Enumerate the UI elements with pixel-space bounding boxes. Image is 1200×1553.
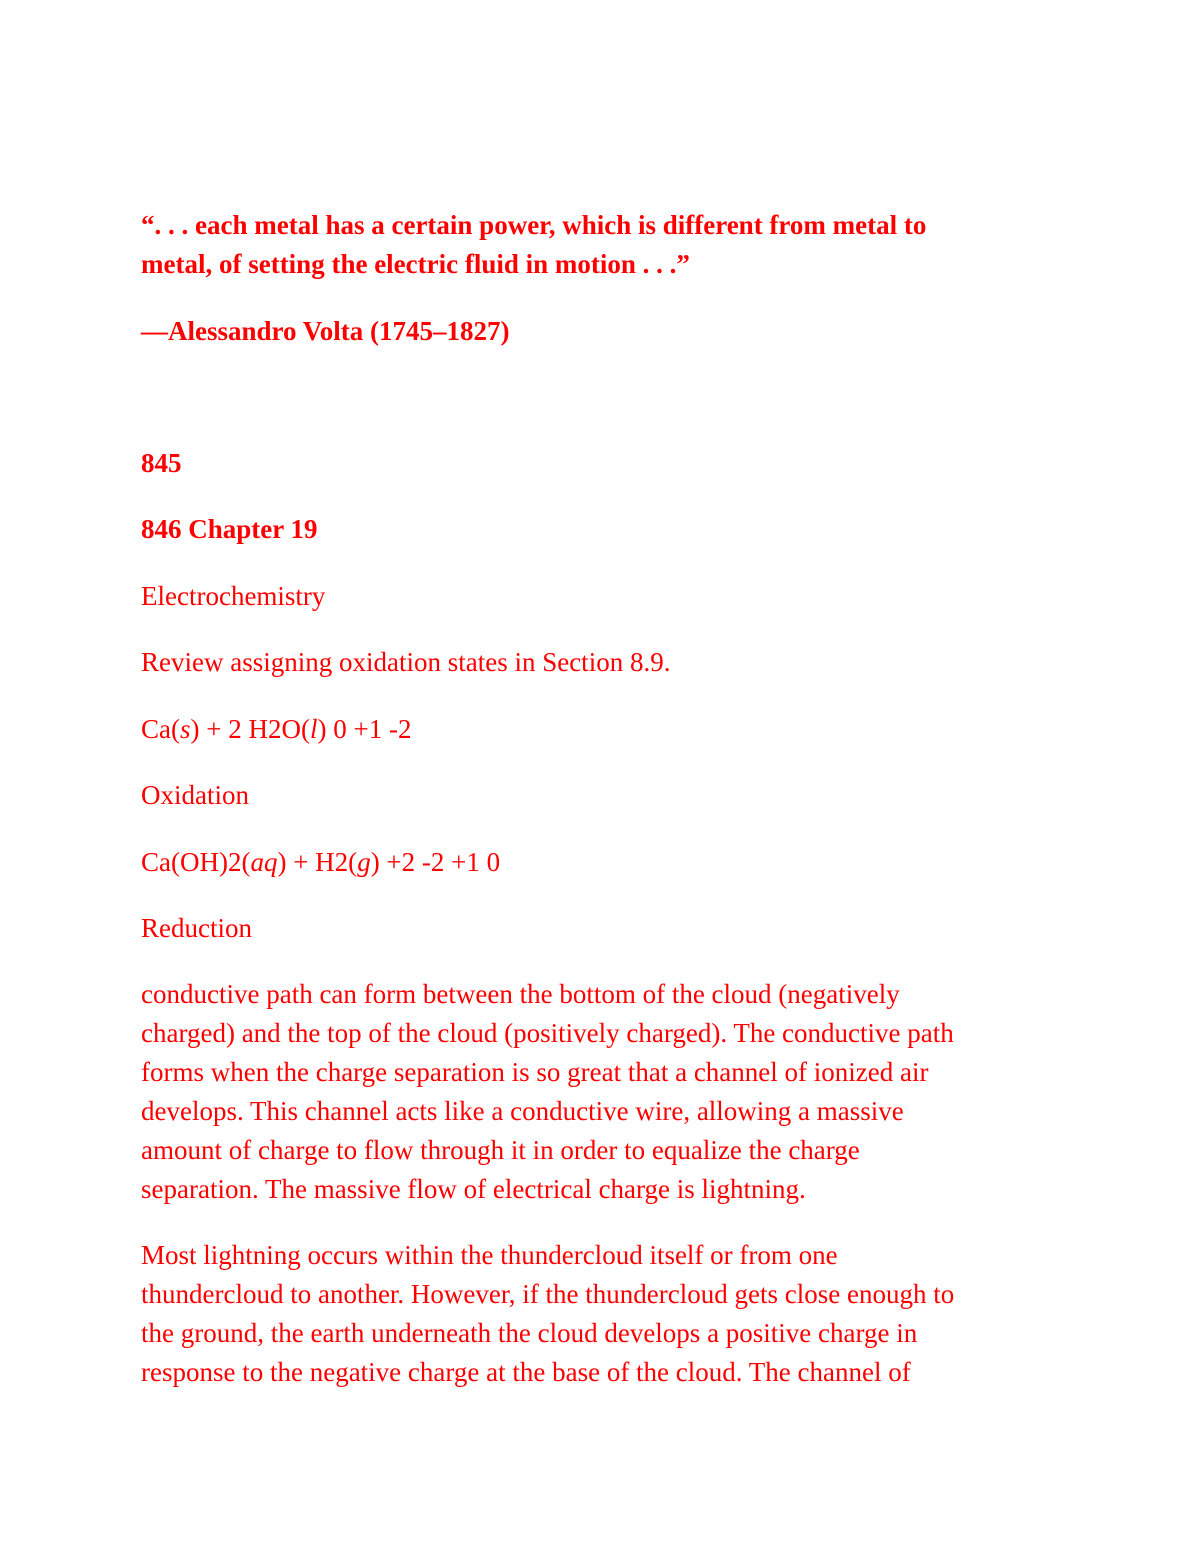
label-oxidation: Oxidation [141, 780, 249, 810]
paragraph-line: the ground, the earth underneath the cloud develops a positive charge in [141, 1318, 918, 1348]
products-equation [141, 842, 500, 882]
paragraph-line: amount of charge to flow through it in order to equalize the charge [141, 1135, 860, 1165]
reactant-ca: Ca( [141, 714, 180, 744]
paragraph-line: charged) and the top of the cloud (positively charged). The conductive path [141, 1018, 954, 1048]
paragraph-line: develops. This channel acts like a conductive wire, allowing a massive [141, 1096, 904, 1126]
reactant-water-state: l [309, 714, 318, 744]
label-reduction: Reduction [141, 913, 252, 943]
product-mid: ) + H2( [277, 847, 358, 877]
product-caoh: Ca(OH)2( [141, 847, 251, 877]
review-note: Review assigning oxidation states in Section 8.9. [141, 647, 671, 677]
chapter-header: 846 Chapter 19 [141, 514, 318, 544]
reactant-mid: ) + 2 H2O( [190, 714, 310, 744]
paragraph-line: conductive path can form between the bottom of the cloud (negatively [141, 979, 900, 1009]
quote-line-2: metal, of setting the electric fluid in motion . . .” [141, 249, 690, 279]
paragraph-thundercloud [141, 1236, 1041, 1392]
paragraph-line: forms when the charge separation is so great that a channel of ionized air [141, 1057, 929, 1087]
product-h2-state: g [357, 847, 371, 877]
paragraph-line: thundercloud to another. However, if the thundercloud gets close enough to [141, 1279, 955, 1309]
quote-line-1: “. . . each metal has a certain power, which is different from metal to [141, 210, 927, 240]
reactant-oxidation-numbers: ) 0 +1 -2 [317, 714, 412, 744]
paragraph-line: separation. The massive flow of electrical charge is lightning. [141, 1174, 806, 1204]
paragraph-lightning-path [141, 975, 1041, 1209]
paragraph-line: Most lightning occurs within the thundercloud itself or from one [141, 1240, 838, 1270]
chapter-title: Electrochemistry [141, 581, 326, 611]
paragraph-line: response to the negative charge at the base of the cloud. The channel of [141, 1357, 911, 1387]
reactants-equation [141, 709, 411, 749]
reactant-ca-state: s [179, 714, 191, 744]
quote-attribution: —Alessandro Volta (1745–1827) [141, 316, 510, 346]
product-oxidation-numbers: ) +2 -2 +1 0 [370, 847, 501, 877]
page-number: 845 [141, 448, 182, 478]
product-caoh-state: aq [250, 847, 278, 877]
